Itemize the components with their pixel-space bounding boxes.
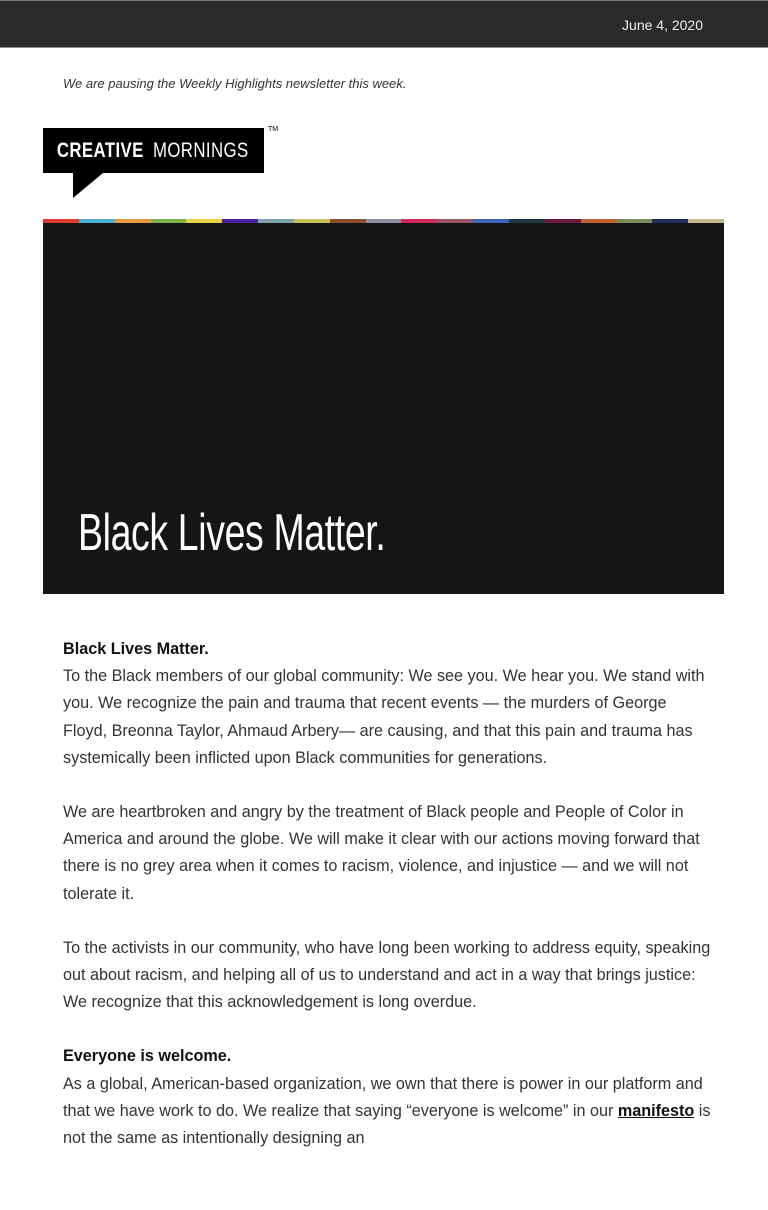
hero-title: Black Lives Matter. bbox=[78, 504, 386, 562]
logo-speech-bubble bbox=[43, 128, 264, 173]
paragraph bbox=[63, 1071, 713, 1153]
hero-banner bbox=[43, 223, 724, 594]
paragraph: To the activists in our community, who have long been working to address equity, speaking out about racism, and helping all of us to understand and act in a way that brings justice: We recognize that this acknowledgement is long overdue. bbox=[63, 938, 711, 1012]
paragraph: To the Black members of our global community: We see you. We hear you. We stand with you. We recognize the pain and trauma that recent events — the murders of George Floyd, Breonna Taylor, Ahmaud Arbery— are causing, and that this pain and trauma has systemically been inflicted upon Black communities for generations. bbox=[63, 667, 705, 767]
section-heading-everyone-welcome: Everyone is welcome. bbox=[63, 1047, 232, 1066]
logo-word-creative: CREATIVE bbox=[57, 138, 145, 162]
top-bar bbox=[0, 0, 768, 48]
paragraph-text: is not the same as intentionally designing an bbox=[63, 1101, 711, 1148]
pause-notice: We are pausing the Weekly Highlights newsletter this week. bbox=[63, 76, 407, 91]
creativemornings-logo[interactable] bbox=[43, 126, 279, 198]
logo-speech-tail bbox=[73, 173, 103, 198]
trademark: TM bbox=[268, 126, 279, 133]
paragraph-text: As a global, American-based organization, we own that there is power in our platform and that we have work to do. We realize that saying “everyone is welcome” in our bbox=[63, 1074, 703, 1120]
manifesto-link[interactable]: manifesto bbox=[617, 1101, 695, 1120]
paragraph: We are heartbroken and angry by the treatment of Black people and People of Color in America and around the globe. We will make it clear with our actions moving forward that there is no grey area when it comes to racism, violence, and injustice — and we will not tolerate it. bbox=[63, 803, 700, 903]
logo-word-mornings: MORNINGS bbox=[153, 138, 249, 162]
newsletter-body bbox=[63, 636, 713, 1179]
newsletter-date: June 4, 2020 bbox=[622, 17, 703, 33]
section-heading-blm: Black Lives Matter. bbox=[63, 640, 209, 658]
